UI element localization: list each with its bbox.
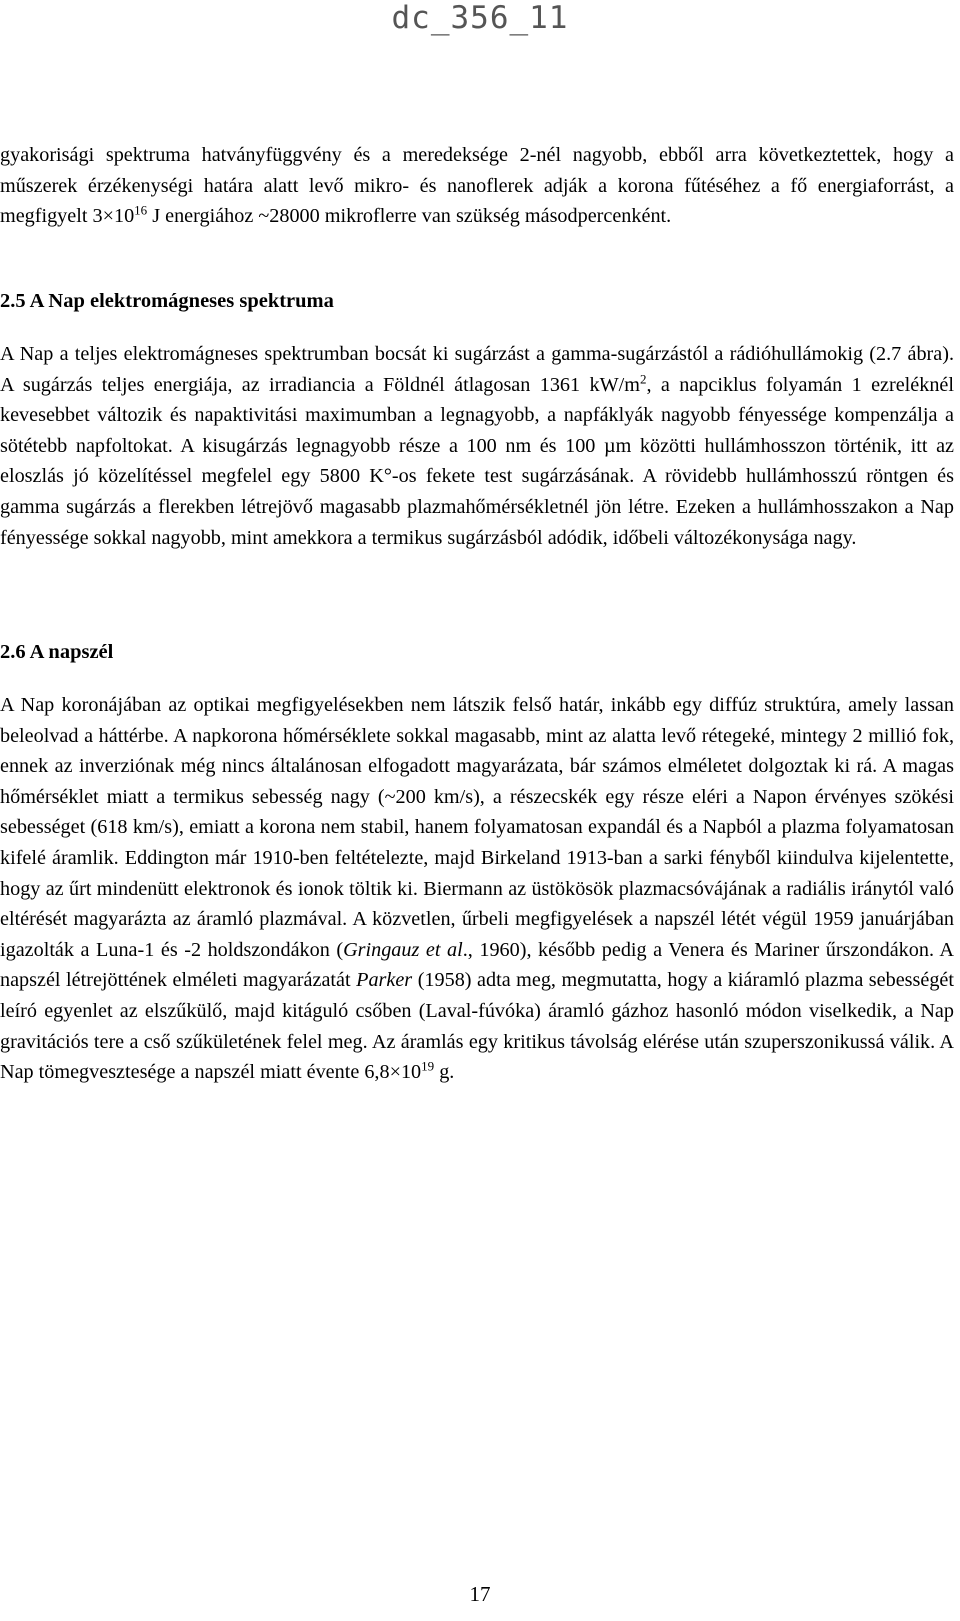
superscript: 2 — [639, 370, 647, 386]
paragraph-text: J energiához ~28000 mikroflerre van szükség másodpercenként. — [147, 205, 672, 228]
citation-author: Gringauz et al — [343, 938, 463, 961]
paragraph-text: , a napciklus folyamán 1 ezreléknél kevesebbet változik és napaktivitási maximumban a legnagyobb, a napfáklyák nagyobb fényessége kompenzálja a sötétebb napfoltokat. A kisugárzás legnagyobb része a 100 nm és 100 µm közötti hullámhosszon történik, itt az eloszlás jó közelítéssel megfelel egy 5800 K°-os fekete test sugárzásának. A rövidebb hullámhosszú röntgen és gamma sugárzás a flerekben létrejövő magasabb plazmahőmérsékletnél jön létre. Ezeken a hullámhosszakon a Nap fényessége sokkal nagyobb, mint amekkora a termikus sugárzásból adódik, időbeli változékonysága nagy. — [0, 373, 955, 549]
paragraph-text: (1958) adta meg, megmutatta, hogy a kiáramló plazma sebességét leíró egyenlet az elszűkülő, majd kitáguló csőben (Laval-fúvóka) áramló gázhoz hasonló módon viselkedik, a Nap gravitációs tere a cső szűkületének felel meg. Az áramlás egy kritikus távolság elérése után szuperszonikussá válik. A Nap tömegvesztesége a napszél miatt évente 6,8×10 — [0, 969, 955, 1084]
section-heading-2-5: 2.5 A Nap elektromágneses spektruma — [0, 290, 334, 312]
superscript: 19 — [421, 1058, 435, 1074]
superscript: 16 — [134, 202, 148, 218]
paragraph-text: gyakorisági spektruma hatványfüggvény és a meredeksége 2-nél nagyobb, ebből arra következtettek, hogy a műszerek érzékenységi határa alatt levő mikro- és nanoflerek adják a korona fűtéséhez a fő energiaforrást, a megfigyelt 3×10 — [0, 144, 954, 228]
paragraph-spectrum — [0, 339, 954, 553]
paragraph-text: A Nap a teljes elektromágneses spektrumban bocsát ki sugárzást a gamma-sugárzástól a rádióhullámokig (2.7 ábra). A sugárzás teljes energiája, az irradiancia a Földnél átlagosan 1361 kW/m — [0, 343, 954, 396]
document-id-header: dc_356_11 — [391, 0, 569, 36]
paragraph-solar-wind — [0, 690, 954, 1088]
page-number: 17 — [469, 1582, 491, 1606]
paragraph-intro — [0, 140, 954, 262]
citation-author: Parker — [356, 969, 413, 992]
section-heading-2-6: 2.6 A napszél — [0, 641, 114, 663]
paragraph-text: g. — [434, 1061, 455, 1084]
paragraph-text: A Nap koronájában az optikai megfigyelésekben nem látszik felső határ, inkább egy diffúz struktúra, amely lassan beleolvad a háttérbe. A napkorona hőmérséklete sokkal magasabb, mint az alatta levő rétegeké, mintegy 2 millió fok, ennek az inverziónak még nincs általánosan elfogadott magyarázata, bár számos elméletet dolgoztak ki rá. A magas hőmérséklet miatt a termikus sebesség nagy (~200 km/s), a részecskék egy része eléri a Napon érvényes szökési sebességet (618 km/s), emiatt a korona nem stabil, hanem folyamatosan expandál és a Napból a plazma folyamatosan kifelé áramlik. Eddington már 1910-ben feltételezte, majd Birkeland 1913-ban a sarki fényből kiindulva kijelentette, hogy az űrt mindenütt elektronok és ionok töltik ki. Biermann az üstökösök plazmacsóvájának a radiális iránytól való eltérését magyarázta az áramló plazmával. A közvetlen, űrbeli megfigyelések a napszél létét végül 1959 januárjában igazolták a Luna-1 és -2 holdszondákon ( — [0, 694, 954, 961]
paragraph-text: ., 1960), később pedig a Venera és Mariner űrszondákon. A napszél létrejöttének elméleti magyarázatát — [0, 938, 955, 992]
